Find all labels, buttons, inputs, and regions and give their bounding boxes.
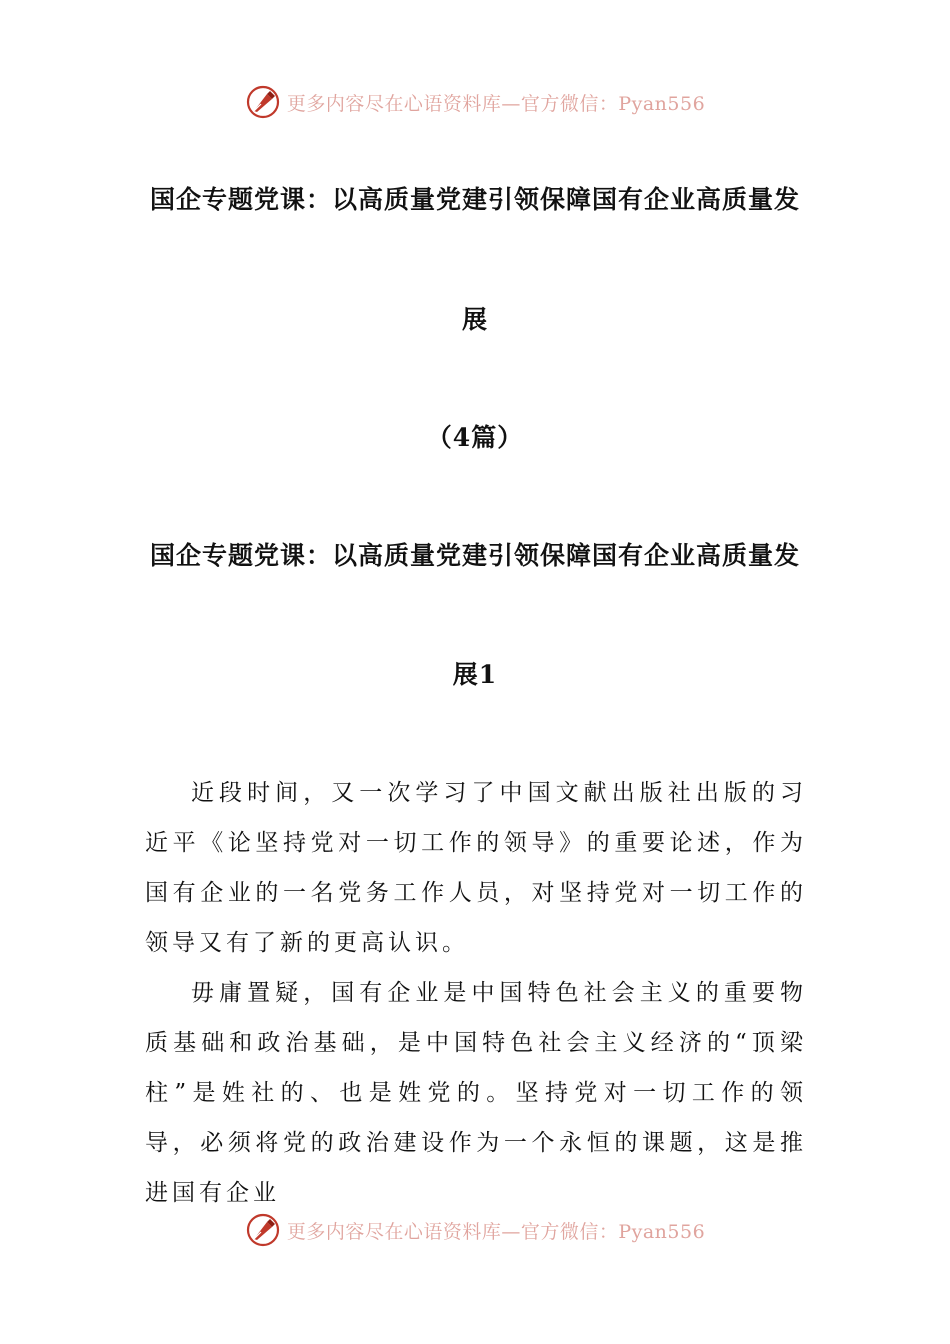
body-paragraph: 近段时间，又一次学习了中国文献出版社出版的习近平《论坚持党对一切工作的领导》的重要论述，作为国有企业的一名党务工作人员，对坚持党对一切工作的领导又有了新的更高认识。 <box>145 780 807 956</box>
pen-nib-icon <box>245 1212 281 1248</box>
article-count-label: （4篇） <box>426 423 524 452</box>
watermark-text: 更多内容尽在心语资料库—官方微信：Pyan556 <box>286 1220 706 1243</box>
main-title-line1: 国企专题党课：以高质量党建引领保障国有企业高质量发 <box>149 185 800 214</box>
pen-nib-icon <box>245 84 281 120</box>
header-watermark-banner <box>0 82 950 122</box>
watermark-text: 更多内容尽在心语资料库—官方微信：Pyan556 <box>286 92 706 115</box>
section-title-line1: 国企专题党课：以高质量党建引领保障国有企业高质量发 <box>149 541 800 570</box>
main-title-line2: 展 <box>461 305 488 334</box>
section-title-line2: 展1 <box>452 660 498 689</box>
footer-watermark-banner <box>0 1210 950 1250</box>
body-paragraph: 毋庸置疑，国有企业是中国特色社会主义的重要物质基础和政治基础，是中国特色社会主义经济的“顶梁柱”是姓社的、也是姓党的。坚持党对一切工作的领导，必须将党的政治建设作为一个永恒的课题，这是推进国有企业 <box>145 980 807 1206</box>
article-body <box>145 768 807 1218</box>
